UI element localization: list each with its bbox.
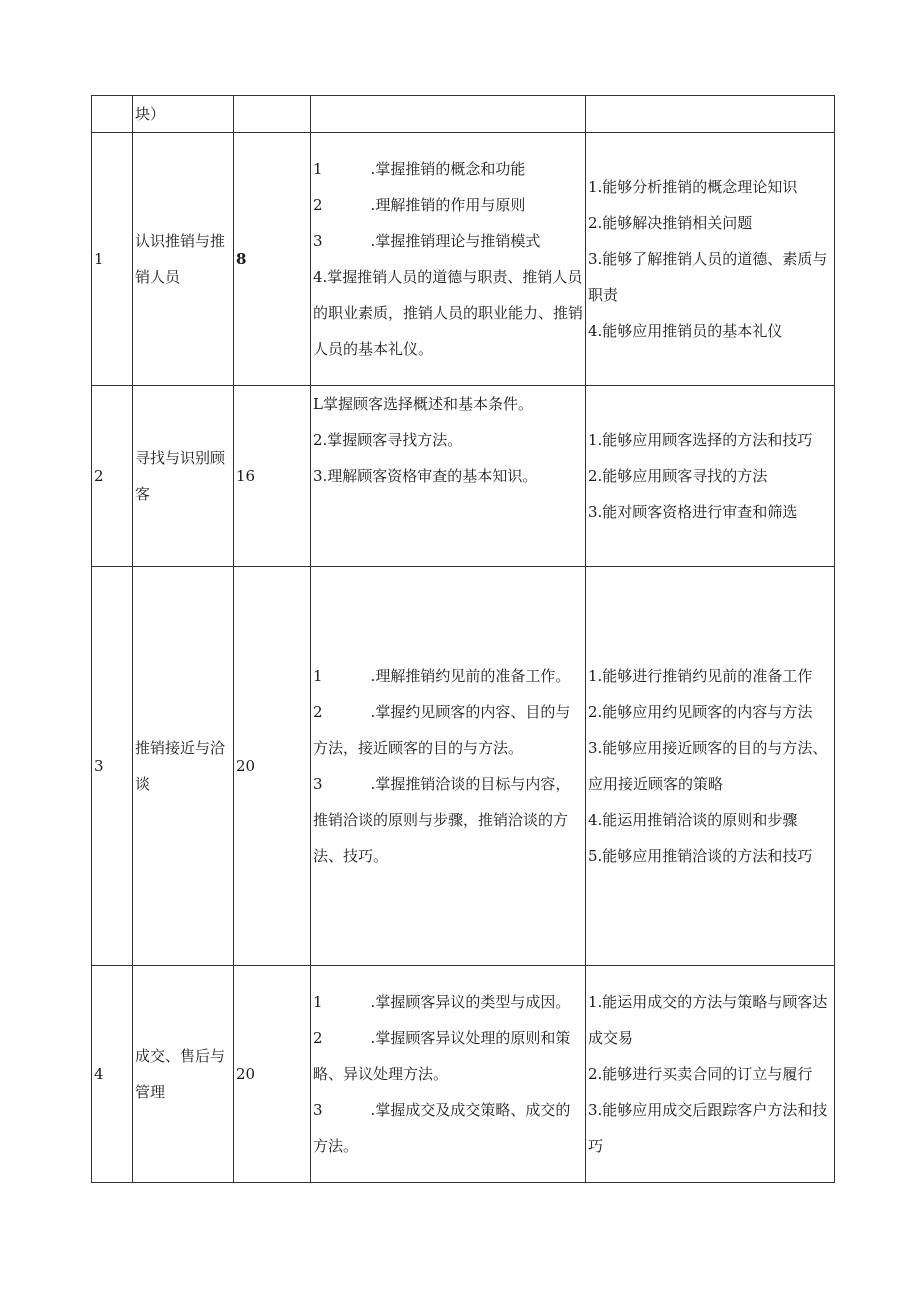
table-row bbox=[92, 966, 835, 1183]
skills-cell bbox=[586, 386, 835, 567]
skill-item: 2.能够解决推销相关问题 bbox=[588, 214, 753, 232]
table-row bbox=[92, 386, 835, 567]
unit-number-cell: 2 bbox=[92, 386, 133, 567]
skills-cell bbox=[586, 96, 835, 133]
skill-item: 3.能对顾客资格进行审查和筛选 bbox=[588, 503, 798, 521]
unit-number-cell bbox=[92, 96, 133, 133]
knowledge-item: 3 .掌握推销理论与推销模式 bbox=[313, 232, 541, 250]
unit-title-cell bbox=[133, 567, 234, 966]
skills-cell bbox=[586, 966, 835, 1183]
unit-title-cell bbox=[133, 96, 234, 133]
curriculum-table bbox=[91, 95, 835, 1183]
unit-title-cell bbox=[133, 133, 234, 386]
unit-title: 寻找与识别顾客 bbox=[135, 449, 226, 503]
unit-hours-cell: 20 bbox=[234, 567, 311, 966]
table-row bbox=[92, 133, 835, 386]
knowledge-item: 3.理解顾客资格审查的基本知识。 bbox=[313, 467, 538, 485]
skill-item: 2.能够进行买卖合同的订立与履行 bbox=[588, 1065, 813, 1083]
unit-title-cell bbox=[133, 386, 234, 567]
skill-item: 1.能够应用顾客选择的方法和技巧 bbox=[588, 431, 813, 449]
unit-number-cell: 4 bbox=[92, 966, 133, 1183]
skill-item: 1.能够分析推销的概念理论知识 bbox=[588, 178, 798, 196]
unit-hours-cell bbox=[234, 96, 311, 133]
knowledge-item: 1 .理解推销约见前的准备工作。 bbox=[313, 667, 571, 685]
skill-item: 2.能够应用顾客寻找的方法 bbox=[588, 467, 768, 485]
knowledge-item: 2 .掌握约见顾客的内容、目的与方法，接近顾客的目的与方法。 bbox=[313, 703, 571, 757]
knowledge-item: 2 .理解推销的作用与原则 bbox=[313, 196, 526, 214]
skill-item: 3.能够应用接近顾客的目的与方法、应用接近顾客的策略 bbox=[588, 739, 828, 793]
table-row bbox=[92, 96, 835, 133]
skill-item: 4.能运用推销洽谈的原则和步骤 bbox=[588, 811, 798, 829]
knowledge-item: L掌握顾客选择概述和基本条件。 bbox=[313, 395, 533, 413]
unit-hours-cell: 16 bbox=[234, 386, 311, 567]
knowledge-cell bbox=[311, 96, 586, 133]
skills-cell bbox=[586, 133, 835, 386]
skill-item: 5.能够应用推销洽谈的方法和技巧 bbox=[588, 847, 813, 865]
skill-item: 1.能运用成交的方法与策略与顾客达成交易 bbox=[588, 993, 828, 1047]
unit-title: 认识推销与推销人员 bbox=[135, 232, 226, 286]
knowledge-item: 2.掌握顾客寻找方法。 bbox=[313, 431, 463, 449]
skills-cell bbox=[586, 567, 835, 966]
skill-item: 3.能够了解推销人员的道德、素质与职责 bbox=[588, 250, 828, 304]
knowledge-item: 1 .掌握顾客异议的类型与成因。 bbox=[313, 993, 571, 1011]
knowledge-cell bbox=[311, 567, 586, 966]
knowledge-cell bbox=[311, 386, 586, 567]
unit-number-cell: 3 bbox=[92, 567, 133, 966]
skill-item: 4.能够应用推销员的基本礼仪 bbox=[588, 322, 783, 340]
unit-number-cell: 1 bbox=[92, 133, 133, 386]
knowledge-item: 4.掌握推销人员的道德与职责、推销人员的职业素质，推销人员的职业能力、推销人员的基本礼仪。 bbox=[313, 268, 584, 358]
knowledge-item: 3 .掌握推销洽谈的目标与内容，推销洽谈的原则与步骤，推销洽谈的方法、技巧。 bbox=[313, 775, 571, 865]
skill-item: 3.能够应用成交后跟踪客户方法和技巧 bbox=[588, 1101, 828, 1155]
table-row bbox=[92, 567, 835, 966]
skill-item: 2.能够应用约见顾客的内容与方法 bbox=[588, 703, 813, 721]
unit-title-cell bbox=[133, 966, 234, 1183]
unit-hours-cell: 8 bbox=[234, 133, 311, 386]
knowledge-item: 3 .掌握成交及成交策略、成交的方法。 bbox=[313, 1101, 571, 1155]
knowledge-item: 2 .掌握顾客异议处理的原则和策略、异议处理方法。 bbox=[313, 1029, 571, 1083]
skill-item: 1.能够进行推销约见前的准备工作 bbox=[588, 667, 813, 685]
unit-title: 成交、售后与管理 bbox=[135, 1047, 226, 1101]
knowledge-cell bbox=[311, 966, 586, 1183]
knowledge-cell bbox=[311, 133, 586, 386]
unit-title: 推销接近与洽谈 bbox=[135, 739, 226, 793]
unit-hours-cell: 20 bbox=[234, 966, 311, 1183]
knowledge-item: 1 .掌握推销的概念和功能 bbox=[313, 160, 526, 178]
unit-title: 块） bbox=[135, 105, 166, 123]
